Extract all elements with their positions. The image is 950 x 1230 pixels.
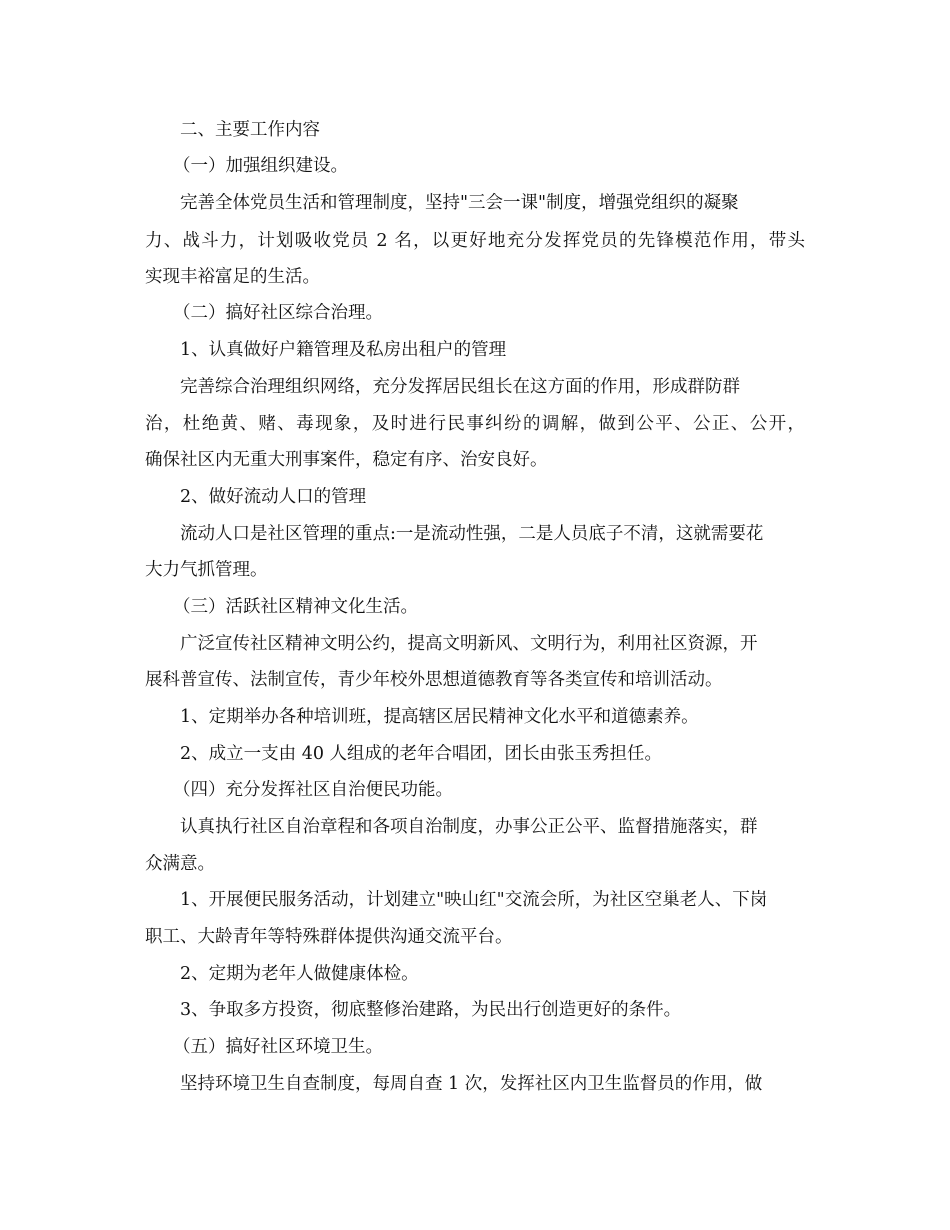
paragraph-line: 力、战斗力，计划吸收党员 2 名，以更好地充分发挥党员的先锋模范作用，带头 xyxy=(145,231,805,251)
paragraph-line: 流动人口是社区管理的重点:一是流动性强，二是人员底子不清，这就需要花 xyxy=(180,524,764,544)
paragraph-line: 完善综合治理组织网络，充分发挥居民组长在这方面的作用，形成群防群 xyxy=(180,377,740,397)
subsection-heading: （五）搞好社区环境卫生。 xyxy=(173,1037,383,1057)
list-item: 2、定期为老年人做健康体检。 xyxy=(180,964,419,984)
paragraph-line: 展科普宣传、法制宣传，青少年校外思想道德教育等各类宣传和培训活动。 xyxy=(145,670,723,690)
list-item: 1、开展便民服务活动，计划建立"映山红"交流会所，为社区空巢老人、下岗 xyxy=(180,890,768,910)
subsection-heading: （二）搞好社区综合治理。 xyxy=(173,303,383,323)
subsection-heading: （一）加强组织建设。 xyxy=(173,156,348,176)
subsection-heading: （四）充分发挥社区自治便民功能。 xyxy=(173,780,453,800)
paragraph-line: 职工、大龄青年等特殊群体提供沟通交流平台。 xyxy=(145,927,513,947)
subsection-heading: （三）活跃社区精神文化生活。 xyxy=(173,597,418,617)
section-heading: 二、主要工作内容 xyxy=(180,120,320,140)
list-item: 1、认真做好户籍管理及私房出租户的管理 xyxy=(180,340,507,360)
paragraph-line: 完善全体党员生活和管理制度，坚持"三会一课"制度，增强党组织的凝聚 xyxy=(180,193,739,213)
paragraph-line: 大力气抓管理。 xyxy=(145,560,268,580)
list-item: 1、定期举办各种培训班，提高辖区居民精神文化水平和道德素养。 xyxy=(180,707,699,727)
list-item: 2、成立一支由 40 人组成的老年合唱团，团长由张玉秀担任。 xyxy=(180,744,663,764)
paragraph-line: 广泛宣传社区精神文明公约，提高文明新风、文明行为，利用社区资源，开 xyxy=(180,634,758,654)
paragraph-line: 坚持环境卫生自查制度，每周自查 1 次，发挥社区内卫生监督员的作用，做 xyxy=(180,1074,763,1094)
paragraph-line: 确保社区内无重大刑事案件，稳定有序、治安良好。 xyxy=(145,450,548,470)
paragraph-line: 治，杜绝黄、赌、毒现象，及时进行民事纠纷的调解，做到公平、公正、公开， xyxy=(145,414,805,434)
list-item: 2、做好流动人口的管理 xyxy=(180,487,367,507)
paragraph-line: 认真执行社区自治章程和各项自治制度，办事公正公平、监督措施落实，群 xyxy=(180,817,758,837)
list-item: 3、争取多方投资，彻底整修治建路，为民出行创造更好的条件。 xyxy=(180,1000,682,1020)
paragraph-line: 众满意。 xyxy=(145,854,215,874)
paragraph-line: 实现丰裕富足的生活。 xyxy=(145,267,320,287)
